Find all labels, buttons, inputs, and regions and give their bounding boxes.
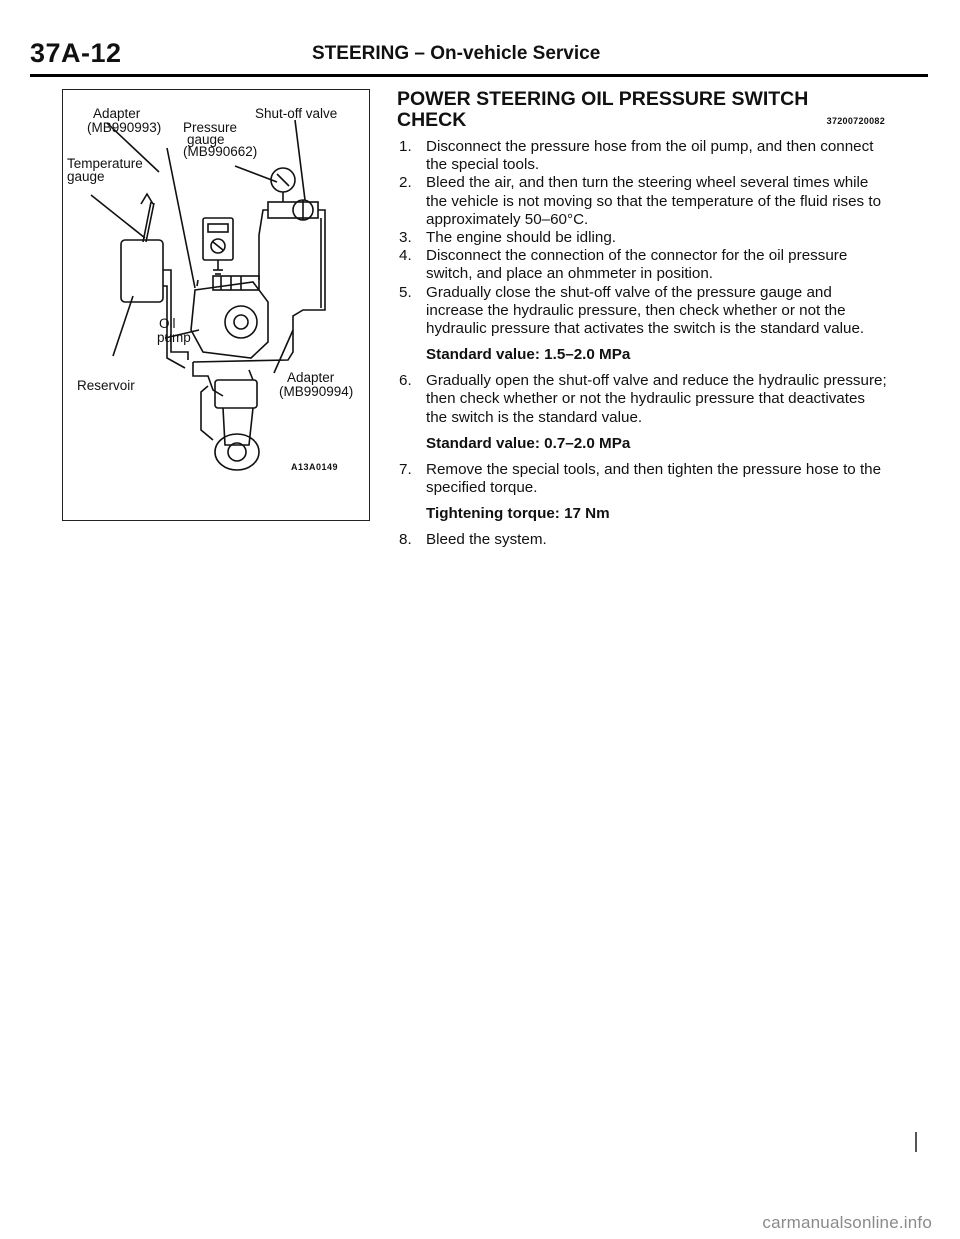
step-item: 7. Remove the special tools, and then tighten the pressure hose to the specified torque. [399, 460, 882, 497]
watermark: carmanualsonline.info [762, 1213, 932, 1232]
steering-pressure-test-figure [62, 89, 370, 521]
figure-code: A13A0149 [291, 462, 339, 472]
page-number: 37A-12 [30, 38, 122, 68]
procedure-steps-cont [397, 372, 887, 427]
step-item: 3. The engine should be idling. [399, 229, 616, 247]
step-item: 2. Bleed the air, and then turn the steering wheel several times while the vehicle is not moving so that the temperature of the fluid rises to approximately 50–60°C. [399, 174, 882, 228]
procedure-steps-cont2 [397, 461, 887, 497]
procedure-steps-cont3 [397, 531, 887, 549]
label-pressure-gauge-part: (MB990662) [183, 144, 258, 159]
label-shutoff-valve: Shut-off valve [255, 106, 338, 121]
label-adapter-bottom: Adapter [287, 370, 335, 385]
label-adapter-top-part: (MB990993) [87, 120, 162, 135]
label-adapter-top: Adapter [93, 106, 141, 121]
step-item: 6. Gradually open the shut-off valve and reduce the hydraulic pressure; then check whether or not the hydraulic pressure that deactivates the switch is the standard value. [399, 372, 887, 426]
step-item: 5. Gradually close the shut-off valve of the pressure gauge and increase the hydraulic pressure, then check whether or not the hydraulic pressure that activates the switch is the standard value. [399, 283, 865, 338]
procedure-steps [397, 138, 887, 338]
header-rule [30, 74, 928, 77]
page-title: STEERING – On-vehicle Service [312, 43, 601, 64]
procedure-section [397, 89, 887, 549]
reservoir-shape [121, 240, 163, 302]
step-item: 1. Disconnect the pressure hose from the oil pump, and then connect the special tools. [399, 138, 874, 174]
standard-value-1: Standard value: 1.5–2.0 MPa [426, 346, 631, 364]
tightening-torque: Tightening torque: 17 Nm [426, 505, 610, 523]
section-title-row2 [397, 110, 887, 132]
section-code: 37200720082 [826, 116, 885, 126]
step-item: 4. Disconnect the connection of the connector for the oil pressure switch, and place an ohmmeter in position. [399, 247, 848, 283]
step-item: 8. Bleed the system. [399, 531, 547, 549]
page-header [30, 38, 930, 74]
section-title-line1: POWER STEERING OIL PRESSURE SWITCH [397, 88, 809, 110]
label-pump: pump [157, 330, 191, 345]
label-adapter-bottom-part: (MB990994) [279, 384, 354, 399]
label-pressure: Pressure [183, 120, 238, 135]
standard-value-2: Standard value: 0.7–2.0 MPa [426, 434, 631, 452]
label-reservoir: Reservoir [77, 378, 135, 393]
label-oil: Oil [159, 316, 176, 331]
section-title-line2: CHECK [397, 109, 467, 131]
label-temperature: Temperature [67, 156, 143, 171]
label-pressure-gauge: gauge [187, 132, 225, 147]
margin-mark [915, 1132, 917, 1152]
label-temperature-gauge: gauge [67, 169, 105, 184]
